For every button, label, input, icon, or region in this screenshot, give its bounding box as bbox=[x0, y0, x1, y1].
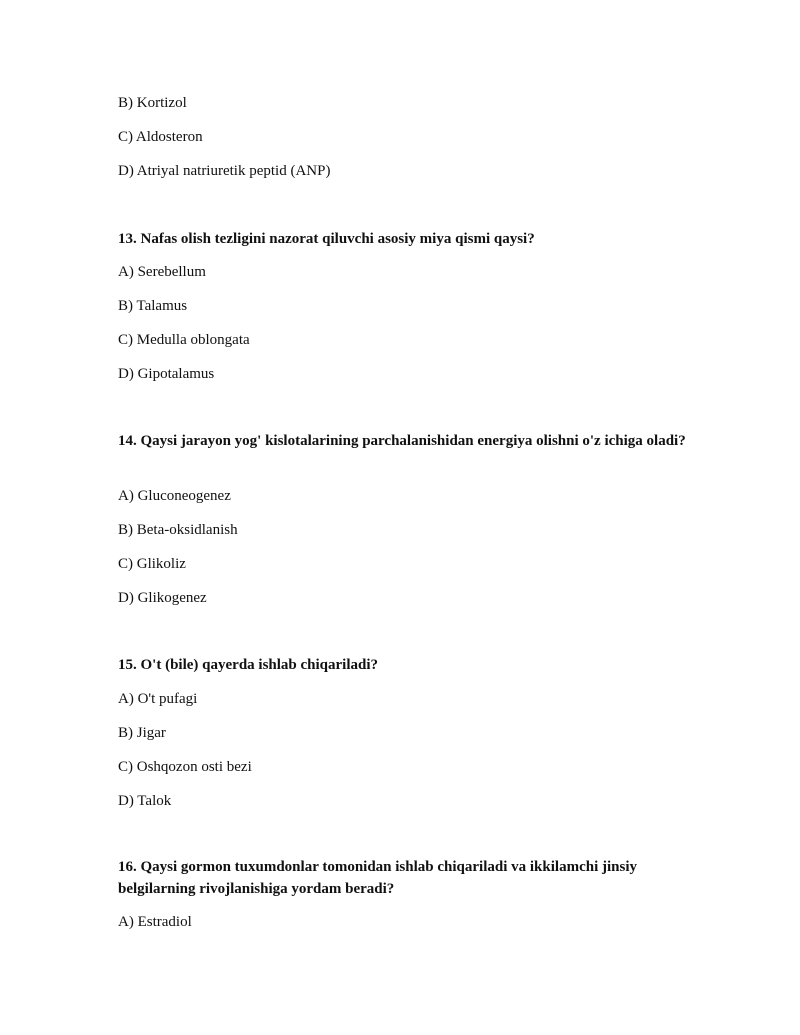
option-text: C) Aldosteron bbox=[118, 129, 203, 145]
question-16-text: 16. Qaysi gormon tuxumdonlar tomonidan ishlab chiqariladi va ikkilamchi jinsiy belgilarning rivojlanishiga yordam beradi? bbox=[118, 859, 637, 897]
option-text: D) Gipotalamus bbox=[118, 366, 215, 382]
option-text: C) Medulla oblongata bbox=[118, 332, 250, 348]
option-text: D) Talok bbox=[118, 793, 172, 809]
option-text: A) Gluconeogenez bbox=[118, 488, 231, 504]
option-text: A) O't pufagi bbox=[118, 691, 198, 707]
option-text: C) Glikoliz bbox=[118, 556, 186, 572]
option-text: B) Beta-oksidlanish bbox=[118, 522, 238, 538]
option-text: C) Oshqozon osti bezi bbox=[118, 759, 252, 775]
question-14-text: 14. Qaysi jarayon yog' kislotalarining parchalanishidan energiya olishni o'z ichiga oladi? bbox=[118, 433, 686, 449]
question-13-text: 13. Nafas olish tezligini nazorat qiluvchi asosiy miya qismi qaysi? bbox=[118, 231, 535, 247]
option-text: D) Atriyal natriuretik peptid (ANP) bbox=[118, 163, 331, 179]
option-text: A) Serebellum bbox=[118, 264, 206, 280]
question-15-text: 15. O't (bile) qayerda ishlab chiqariladi? bbox=[118, 657, 379, 673]
option-text: A) Estradiol bbox=[118, 914, 192, 930]
option-text: B) Kortizol bbox=[118, 95, 187, 111]
option-text: D) Glikogenez bbox=[118, 590, 207, 606]
option-text: B) Jigar bbox=[118, 725, 166, 741]
option-text: B) Talamus bbox=[118, 298, 188, 314]
